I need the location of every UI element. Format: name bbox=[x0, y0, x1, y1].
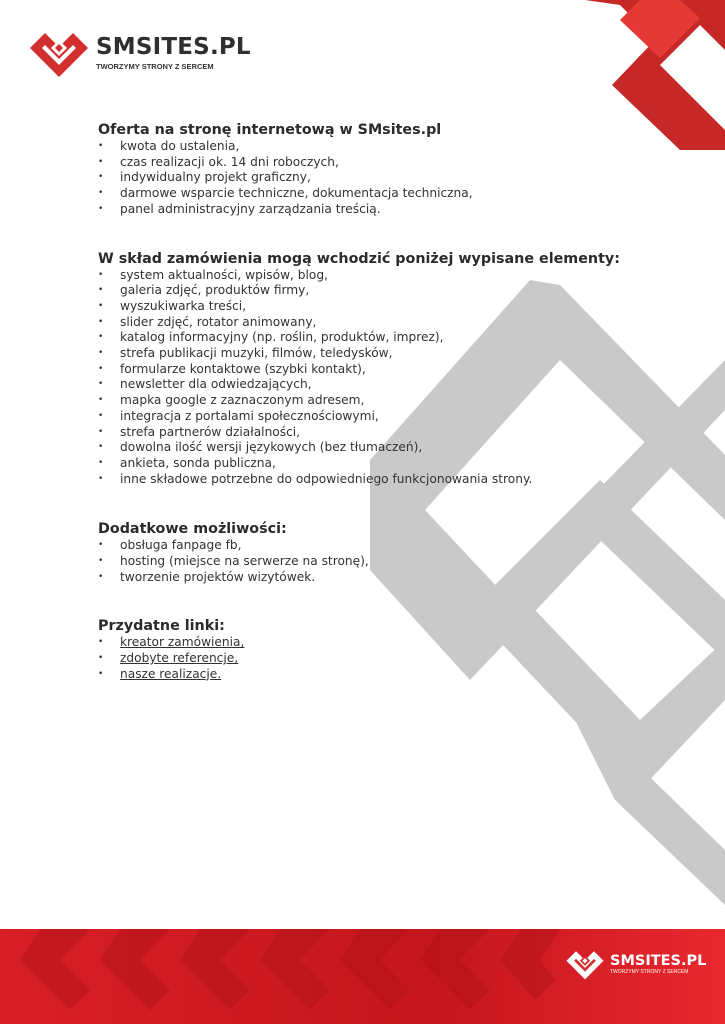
list-item: • indywidualny projekt graficzny, bbox=[98, 170, 678, 186]
list-item: • strefa partnerów działalności, bbox=[98, 425, 678, 441]
list-item: • czas realizacji ok. 14 dni roboczych, bbox=[98, 155, 678, 171]
order-creator-link[interactable]: kreator zamówienia, bbox=[120, 635, 245, 650]
list-item: • darmowe wsparcie techniczne, dokumentacja techniczna, bbox=[98, 186, 678, 202]
brand-name: SMSITES.PL bbox=[96, 34, 251, 60]
list-item: • tworzenie projektów wizytówek. bbox=[98, 570, 678, 586]
brand-tagline: TWORZYMY STRONY Z SERCEM bbox=[96, 62, 214, 71]
heart-logo-icon bbox=[566, 948, 604, 980]
offer-list bbox=[98, 139, 678, 218]
list-item: • dowolna ilość wersji językowych (bez tłumaczeń), bbox=[98, 440, 678, 456]
list-item: • wyszukiwarka treści, bbox=[98, 299, 678, 315]
extras-heading: Dodatkowe możliwości: bbox=[98, 521, 287, 538]
list-item: • kwota do ustalenia, bbox=[98, 139, 678, 155]
references-link[interactable]: zdobyte referencje, bbox=[120, 651, 239, 666]
links-section bbox=[98, 616, 678, 682]
extras-list bbox=[98, 538, 678, 585]
list-item bbox=[98, 635, 678, 651]
links-list bbox=[98, 635, 678, 682]
extras-section bbox=[98, 519, 678, 585]
header-logo[interactable] bbox=[30, 28, 251, 78]
footer-logo[interactable] bbox=[566, 948, 706, 980]
elements-heading: W skład zamówienia mogą wchodzić poniżej wypisane elementy: bbox=[98, 250, 620, 267]
heart-logo-icon bbox=[30, 28, 88, 78]
list-item: • katalog informacyjny (np. roślin, produktów, imprez), bbox=[98, 330, 678, 346]
list-item: • mapka google z zaznaczonym adresem, bbox=[98, 393, 678, 409]
links-heading: Przydatne linki: bbox=[98, 618, 225, 635]
list-item: • formularze kontaktowe (szybki kontakt), bbox=[98, 362, 678, 378]
list-item: • ankieta, sonda publiczna, bbox=[98, 456, 678, 472]
list-item: • panel administracyjny zarządzania treścią. bbox=[98, 202, 678, 218]
offer-heading: Oferta na stronę internetową w SMsites.pl bbox=[98, 122, 442, 138]
elements-section bbox=[98, 249, 678, 488]
list-item: • inne składowe potrzebne do odpowiedniego funkcjonowania strony. bbox=[98, 472, 678, 488]
list-item: • strefa publikacji muzyki, filmów, teledysków, bbox=[98, 346, 678, 362]
footer-brand-tagline: TWORZYMY STRONY Z SERCEM bbox=[610, 968, 689, 975]
list-item: • obsługa fanpage fb, bbox=[98, 538, 678, 554]
list-item: • integracja z portalami społecznościowymi, bbox=[98, 409, 678, 425]
list-item: • slider zdjęć, rotator animowany, bbox=[98, 315, 678, 331]
footer-brand-name: SMSITES.PL bbox=[610, 952, 707, 969]
elements-list bbox=[98, 268, 678, 488]
list-item bbox=[98, 667, 678, 683]
list-item: • galeria zdjęć, produktów firmy, bbox=[98, 283, 678, 299]
offer-section bbox=[98, 120, 678, 218]
list-item bbox=[98, 651, 678, 667]
list-item: • newsletter dla odwiedzających, bbox=[98, 377, 678, 393]
list-item: • hosting (miejsce na serwerze na stronę), bbox=[98, 554, 678, 570]
offer-content bbox=[98, 120, 678, 683]
list-item: • system aktualności, wpisów, blog, bbox=[98, 268, 678, 284]
portfolio-link[interactable]: nasze realizacje. bbox=[120, 666, 222, 681]
